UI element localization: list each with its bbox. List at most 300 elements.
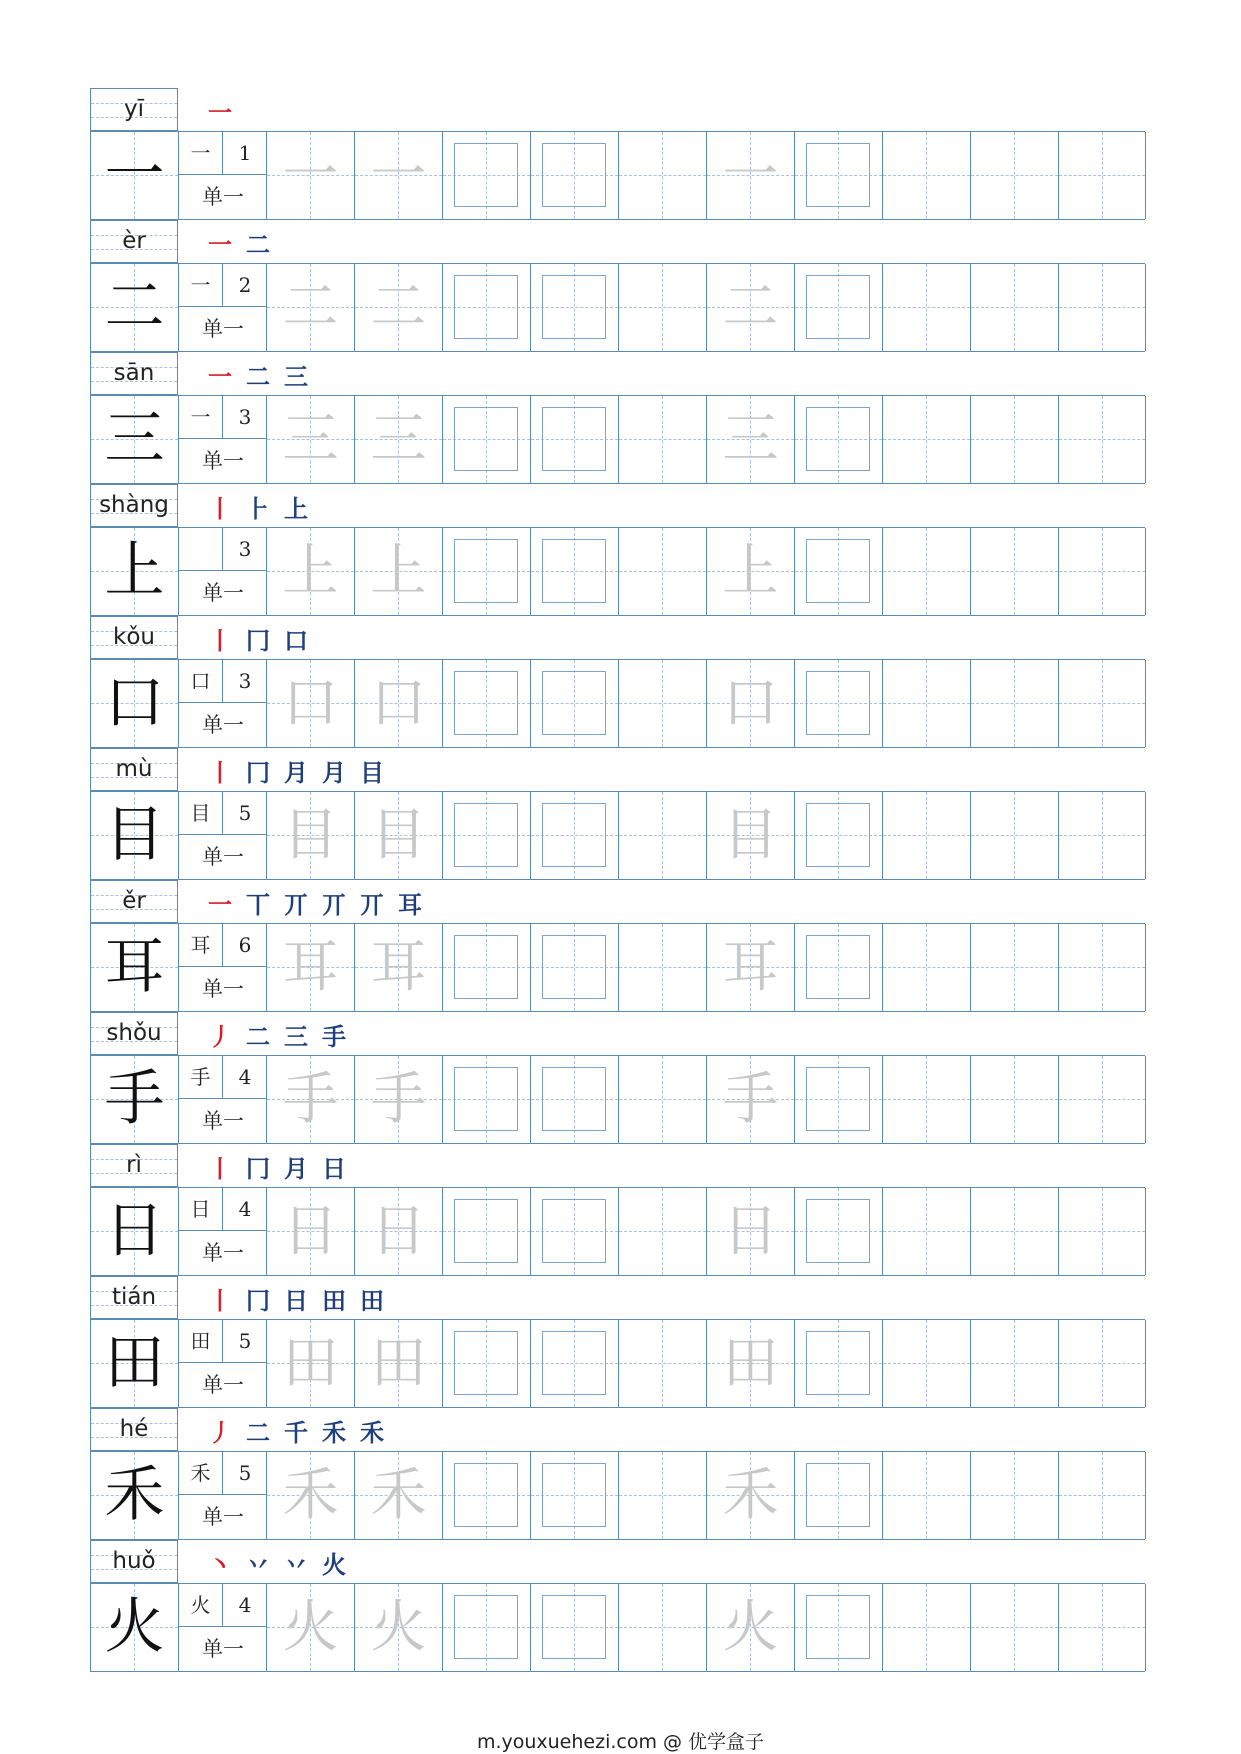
main-char: 手 xyxy=(104,1064,165,1134)
stroke-step: 丷 xyxy=(284,1551,308,1579)
char-info xyxy=(178,396,266,483)
stroke-step: 冂 xyxy=(246,1287,270,1315)
trace-cell[interactable] xyxy=(354,264,442,351)
radical: 手 xyxy=(179,1056,223,1099)
stroke-step: ⺊ xyxy=(246,495,270,523)
stroke-count: 4 xyxy=(223,1056,267,1099)
trace-cell[interactable] xyxy=(266,660,354,747)
stroke-step: 日 xyxy=(284,1287,308,1315)
char-entry xyxy=(90,88,1145,220)
stroke-step: 冂 xyxy=(246,1155,270,1183)
inner-box xyxy=(454,539,518,603)
inner-box xyxy=(806,1331,870,1395)
main-char: 口 xyxy=(104,668,165,738)
boxed-practice-cell[interactable] xyxy=(530,1584,618,1671)
stroke-step: 月 xyxy=(284,759,308,787)
practice-cell[interactable] xyxy=(1058,792,1146,879)
boxed-practice-cell[interactable] xyxy=(530,1056,618,1143)
boxed-practice-cell[interactable] xyxy=(530,924,618,1011)
practice-cell[interactable] xyxy=(1058,264,1146,351)
boxed-practice-cell[interactable] xyxy=(794,792,882,879)
inner-box xyxy=(806,1463,870,1527)
pinyin-cell xyxy=(90,616,178,659)
boxed-practice-cell[interactable] xyxy=(794,1452,882,1539)
writing-grid-row xyxy=(90,1055,1145,1144)
stroke-count: 6 xyxy=(223,924,267,967)
stroke-order xyxy=(208,1412,384,1448)
pinyin-cell xyxy=(90,1540,178,1583)
trace-char: 一 xyxy=(722,143,779,208)
boxed-practice-cell[interactable] xyxy=(530,132,618,219)
practice-cell[interactable] xyxy=(618,792,706,879)
trace-cell[interactable] xyxy=(354,528,442,615)
stroke-step: 丅 xyxy=(246,891,270,919)
trace-cell[interactable] xyxy=(354,792,442,879)
writing-grid-row xyxy=(90,1451,1145,1540)
boxed-practice-cell[interactable] xyxy=(442,1188,530,1275)
practice-cell[interactable] xyxy=(618,1452,706,1539)
stroke-count: 2 xyxy=(223,264,267,307)
stroke-step: 二 xyxy=(246,231,270,259)
stroke-step: 禾 xyxy=(322,1419,346,1447)
boxed-practice-cell[interactable] xyxy=(794,1320,882,1407)
trace-char: 田 xyxy=(722,1331,779,1396)
stroke-count: 4 xyxy=(223,1188,267,1231)
stroke-step: 丌 xyxy=(360,891,384,919)
trace-char: 二 xyxy=(722,275,779,340)
pinyin-row xyxy=(90,1408,1145,1451)
practice-cell[interactable] xyxy=(1058,528,1146,615)
trace-char: 手 xyxy=(370,1067,427,1132)
practice-cell[interactable] xyxy=(882,1320,970,1407)
trace-cell[interactable] xyxy=(706,1320,794,1407)
trace-char: 口 xyxy=(722,671,779,736)
boxed-practice-cell[interactable] xyxy=(794,1584,882,1671)
trace-cell[interactable] xyxy=(706,792,794,879)
trace-char: 上 xyxy=(370,539,427,604)
pinyin-text: èr xyxy=(122,228,146,254)
main-char: 三 xyxy=(104,404,165,474)
char-entry xyxy=(90,1408,1145,1540)
inner-box xyxy=(542,671,606,735)
structure: 单一 xyxy=(202,1505,244,1529)
stroke-step: 丌 xyxy=(284,891,308,919)
boxed-practice-cell[interactable] xyxy=(794,396,882,483)
practice-cell[interactable] xyxy=(1058,1320,1146,1407)
inner-box xyxy=(454,803,518,867)
main-char: 火 xyxy=(104,1592,165,1662)
boxed-practice-cell[interactable] xyxy=(530,264,618,351)
practice-cell[interactable] xyxy=(882,1056,970,1143)
boxed-practice-cell[interactable] xyxy=(442,528,530,615)
boxed-practice-cell[interactable] xyxy=(442,1320,530,1407)
practice-cell[interactable] xyxy=(1058,396,1146,483)
stroke-count: 5 xyxy=(223,792,267,835)
trace-cell[interactable] xyxy=(354,396,442,483)
inner-box xyxy=(806,539,870,603)
practice-cell[interactable] xyxy=(882,264,970,351)
trace-cell[interactable] xyxy=(266,1320,354,1407)
boxed-practice-cell[interactable] xyxy=(442,1056,530,1143)
boxed-practice-cell[interactable] xyxy=(442,132,530,219)
practice-cell[interactable] xyxy=(970,1056,1058,1143)
practice-cell[interactable] xyxy=(1058,660,1146,747)
pinyin-text: mù xyxy=(115,756,153,782)
trace-cell[interactable] xyxy=(354,132,442,219)
inner-box xyxy=(806,143,870,207)
main-char-cell xyxy=(90,396,178,483)
practice-cell[interactable] xyxy=(882,528,970,615)
char-info xyxy=(178,924,266,1011)
stroke-step: 月 xyxy=(322,759,346,787)
trace-char: 耳 xyxy=(722,935,779,1000)
stroke-order xyxy=(208,620,308,656)
inner-box xyxy=(454,671,518,735)
char-entry xyxy=(90,880,1145,1012)
inner-box xyxy=(454,1463,518,1527)
inner-box xyxy=(454,935,518,999)
stroke-order xyxy=(208,1280,384,1316)
trace-char: 三 xyxy=(722,407,779,472)
pinyin-row xyxy=(90,1144,1145,1187)
practice-cell[interactable] xyxy=(970,396,1058,483)
boxed-practice-cell[interactable] xyxy=(530,528,618,615)
stroke-step: 上 xyxy=(284,495,308,523)
main-char: 耳 xyxy=(104,932,165,1002)
main-char: 禾 xyxy=(104,1460,165,1530)
practice-cell[interactable] xyxy=(618,528,706,615)
main-char-cell xyxy=(90,1056,178,1143)
trace-char: 口 xyxy=(370,671,427,736)
boxed-practice-cell[interactable] xyxy=(442,660,530,747)
practice-cell[interactable] xyxy=(882,396,970,483)
practice-cell[interactable] xyxy=(882,792,970,879)
trace-cell[interactable] xyxy=(706,924,794,1011)
trace-cell[interactable] xyxy=(706,1584,794,1671)
boxed-practice-cell[interactable] xyxy=(442,264,530,351)
main-char-cell xyxy=(90,1452,178,1539)
practice-cell[interactable] xyxy=(882,924,970,1011)
trace-cell[interactable] xyxy=(706,1452,794,1539)
trace-cell[interactable] xyxy=(354,660,442,747)
trace-cell[interactable] xyxy=(266,528,354,615)
boxed-practice-cell[interactable] xyxy=(530,396,618,483)
practice-cell[interactable] xyxy=(970,264,1058,351)
practice-cell[interactable] xyxy=(618,1188,706,1275)
trace-char: 禾 xyxy=(282,1463,339,1528)
inner-box xyxy=(542,803,606,867)
stroke-step: 冂 xyxy=(246,627,270,655)
writing-grid-row xyxy=(90,659,1145,748)
trace-cell[interactable] xyxy=(266,396,354,483)
practice-cell[interactable] xyxy=(618,396,706,483)
practice-cell[interactable] xyxy=(882,1188,970,1275)
trace-char: 火 xyxy=(370,1595,427,1660)
writing-grid-row xyxy=(90,923,1145,1012)
boxed-practice-cell[interactable] xyxy=(794,1056,882,1143)
boxed-practice-cell[interactable] xyxy=(442,1584,530,1671)
boxed-practice-cell[interactable] xyxy=(794,924,882,1011)
practice-cell[interactable] xyxy=(1058,1188,1146,1275)
inner-box xyxy=(806,803,870,867)
writing-grid-row xyxy=(90,131,1145,220)
writing-grid-row xyxy=(90,791,1145,880)
pinyin-row xyxy=(90,220,1145,263)
stroke-count: 5 xyxy=(223,1320,267,1363)
inner-box xyxy=(542,143,606,207)
structure: 单一 xyxy=(202,185,244,209)
trace-cell[interactable] xyxy=(706,528,794,615)
inner-box xyxy=(454,143,518,207)
practice-cell[interactable] xyxy=(618,132,706,219)
pinyin-cell xyxy=(90,1276,178,1319)
practice-cell[interactable] xyxy=(1058,924,1146,1011)
stroke-order xyxy=(208,1544,346,1580)
pinyin-cell xyxy=(90,484,178,527)
pinyin-cell xyxy=(90,1144,178,1187)
stroke-step: 一 xyxy=(208,363,232,391)
boxed-practice-cell[interactable] xyxy=(442,1452,530,1539)
trace-cell[interactable] xyxy=(354,1452,442,1539)
trace-char: 日 xyxy=(722,1199,779,1264)
trace-cell[interactable] xyxy=(266,132,354,219)
stroke-order xyxy=(208,1148,346,1184)
stroke-step: 口 xyxy=(284,627,308,655)
char-info xyxy=(178,660,266,747)
practice-cell[interactable] xyxy=(618,1584,706,1671)
stroke-step: 冂 xyxy=(246,759,270,787)
practice-cell[interactable] xyxy=(1058,132,1146,219)
char-entry xyxy=(90,616,1145,748)
pinyin-text: shǒu xyxy=(106,1020,162,1046)
stroke-step: 千 xyxy=(284,1419,308,1447)
practice-cell[interactable] xyxy=(618,660,706,747)
trace-char: 耳 xyxy=(370,935,427,1000)
pinyin-cell xyxy=(90,748,178,791)
stroke-step: 月 xyxy=(284,1155,308,1183)
stroke-count: 1 xyxy=(223,132,267,175)
trace-cell[interactable] xyxy=(266,1584,354,1671)
stroke-step: 手 xyxy=(322,1023,346,1051)
stroke-count: 3 xyxy=(223,396,267,439)
practice-cell[interactable] xyxy=(882,660,970,747)
inner-box xyxy=(806,671,870,735)
trace-char: 上 xyxy=(722,539,779,604)
boxed-practice-cell[interactable] xyxy=(442,924,530,1011)
writing-grid-row xyxy=(90,263,1145,352)
writing-grid-row xyxy=(90,1187,1145,1276)
radical: 田 xyxy=(179,1320,223,1363)
inner-box xyxy=(542,275,606,339)
practice-cell[interactable] xyxy=(1058,1452,1146,1539)
practice-cell[interactable] xyxy=(970,1452,1058,1539)
pinyin-text: sān xyxy=(113,360,155,386)
practice-sheet xyxy=(90,88,1145,1672)
char-entry xyxy=(90,1144,1145,1276)
trace-cell[interactable] xyxy=(266,1188,354,1275)
main-char-cell xyxy=(90,924,178,1011)
practice-cell[interactable] xyxy=(618,1056,706,1143)
inner-box xyxy=(806,1067,870,1131)
trace-char: 三 xyxy=(282,407,339,472)
inner-box xyxy=(542,935,606,999)
inner-box xyxy=(806,935,870,999)
char-entry xyxy=(90,352,1145,484)
boxed-practice-cell[interactable] xyxy=(794,660,882,747)
practice-cell[interactable] xyxy=(882,132,970,219)
trace-char: 三 xyxy=(370,407,427,472)
boxed-practice-cell[interactable] xyxy=(530,1188,618,1275)
practice-cell[interactable] xyxy=(1058,1056,1146,1143)
trace-cell[interactable] xyxy=(266,1056,354,1143)
stroke-order xyxy=(208,92,232,128)
stroke-step: 丶 xyxy=(208,1551,232,1579)
trace-cell[interactable] xyxy=(706,1188,794,1275)
boxed-practice-cell[interactable] xyxy=(442,792,530,879)
trace-char: 禾 xyxy=(722,1463,779,1528)
trace-cell[interactable] xyxy=(706,396,794,483)
structure: 单一 xyxy=(202,845,244,869)
inner-box xyxy=(542,1595,606,1659)
stroke-step: 丨 xyxy=(208,495,232,523)
pinyin-row xyxy=(90,880,1145,923)
char-info xyxy=(178,792,266,879)
practice-cell[interactable] xyxy=(618,1320,706,1407)
pinyin-cell xyxy=(90,880,178,923)
stroke-step: 禾 xyxy=(360,1419,384,1447)
trace-cell[interactable] xyxy=(354,1056,442,1143)
structure: 单一 xyxy=(202,581,244,605)
stroke-step: 一 xyxy=(208,231,232,259)
radical: 一 xyxy=(179,264,223,307)
pinyin-row xyxy=(90,1540,1145,1583)
pinyin-row xyxy=(90,88,1145,131)
boxed-practice-cell[interactable] xyxy=(794,1188,882,1275)
inner-box xyxy=(542,1463,606,1527)
practice-cell[interactable] xyxy=(970,1320,1058,1407)
pinyin-text: ěr xyxy=(122,888,146,914)
practice-cell[interactable] xyxy=(618,924,706,1011)
char-entry xyxy=(90,748,1145,880)
trace-cell[interactable] xyxy=(706,132,794,219)
trace-cell[interactable] xyxy=(266,924,354,1011)
trace-char: 二 xyxy=(370,275,427,340)
main-char-cell xyxy=(90,264,178,351)
main-char: 二 xyxy=(104,272,165,342)
trace-cell[interactable] xyxy=(354,1320,442,1407)
footer-credit: m.youxuehezi.com @ 优学盒子 xyxy=(476,1731,765,1753)
practice-cell[interactable] xyxy=(618,264,706,351)
char-info xyxy=(178,1056,266,1143)
pinyin-row xyxy=(90,616,1145,659)
trace-cell[interactable] xyxy=(266,792,354,879)
stroke-step: 丿 xyxy=(208,1419,232,1447)
boxed-practice-cell[interactable] xyxy=(794,132,882,219)
inner-box xyxy=(454,275,518,339)
practice-cell[interactable] xyxy=(970,660,1058,747)
trace-cell[interactable] xyxy=(706,660,794,747)
radical: 一 xyxy=(179,396,223,439)
main-char: 一 xyxy=(104,140,165,210)
practice-cell[interactable] xyxy=(970,1584,1058,1671)
radical: 一 xyxy=(179,132,223,175)
pinyin-text: yī xyxy=(123,96,144,122)
radical xyxy=(179,528,223,571)
trace-cell[interactable] xyxy=(354,1584,442,1671)
main-char-cell xyxy=(90,792,178,879)
trace-char: 日 xyxy=(282,1199,339,1264)
practice-cell[interactable] xyxy=(970,924,1058,1011)
practice-cell[interactable] xyxy=(882,1452,970,1539)
boxed-practice-cell[interactable] xyxy=(794,264,882,351)
inner-box xyxy=(542,1331,606,1395)
practice-cell[interactable] xyxy=(1058,1584,1146,1671)
practice-cell[interactable] xyxy=(882,1584,970,1671)
trace-cell[interactable] xyxy=(266,264,354,351)
trace-cell[interactable] xyxy=(706,264,794,351)
inner-box xyxy=(454,1331,518,1395)
char-info xyxy=(178,1188,266,1275)
writing-grid-row xyxy=(90,1319,1145,1408)
trace-char: 目 xyxy=(722,803,779,868)
stroke-step: 耳 xyxy=(398,891,422,919)
trace-char: 二 xyxy=(282,275,339,340)
stroke-step: 三 xyxy=(284,1023,308,1051)
boxed-practice-cell[interactable] xyxy=(530,660,618,747)
pinyin-text: huǒ xyxy=(112,1548,156,1574)
boxed-practice-cell[interactable] xyxy=(530,1320,618,1407)
radical: 日 xyxy=(179,1188,223,1231)
boxed-practice-cell[interactable] xyxy=(442,396,530,483)
radical: 目 xyxy=(179,792,223,835)
writing-grid-row xyxy=(90,527,1145,616)
boxed-practice-cell[interactable] xyxy=(530,1452,618,1539)
inner-box xyxy=(454,1067,518,1131)
practice-cell[interactable] xyxy=(970,132,1058,219)
structure: 单一 xyxy=(202,1241,244,1265)
boxed-practice-cell[interactable] xyxy=(530,792,618,879)
main-char-cell xyxy=(90,1188,178,1275)
pinyin-cell xyxy=(90,1408,178,1451)
char-entry xyxy=(90,1540,1145,1672)
stroke-order xyxy=(208,1016,346,1052)
stroke-step: 火 xyxy=(322,1551,346,1579)
trace-cell[interactable] xyxy=(354,1188,442,1275)
stroke-step: 二 xyxy=(246,363,270,391)
char-info xyxy=(178,528,266,615)
inner-box xyxy=(542,407,606,471)
trace-cell[interactable] xyxy=(706,1056,794,1143)
practice-cell[interactable] xyxy=(970,1188,1058,1275)
trace-cell[interactable] xyxy=(266,1452,354,1539)
inner-box xyxy=(542,1067,606,1131)
trace-cell[interactable] xyxy=(354,924,442,1011)
inner-box xyxy=(454,1199,518,1263)
practice-cell[interactable] xyxy=(970,528,1058,615)
structure: 单一 xyxy=(202,713,244,737)
stroke-step: 田 xyxy=(322,1287,346,1315)
inner-box xyxy=(806,275,870,339)
radical: 禾 xyxy=(179,1452,223,1495)
stroke-count: 3 xyxy=(223,660,267,703)
char-info xyxy=(178,132,266,219)
practice-cell[interactable] xyxy=(970,792,1058,879)
main-char-cell xyxy=(90,1320,178,1407)
trace-char: 日 xyxy=(370,1199,427,1264)
stroke-step: 田 xyxy=(360,1287,384,1315)
boxed-practice-cell[interactable] xyxy=(794,528,882,615)
stroke-step: 丨 xyxy=(208,1287,232,1315)
